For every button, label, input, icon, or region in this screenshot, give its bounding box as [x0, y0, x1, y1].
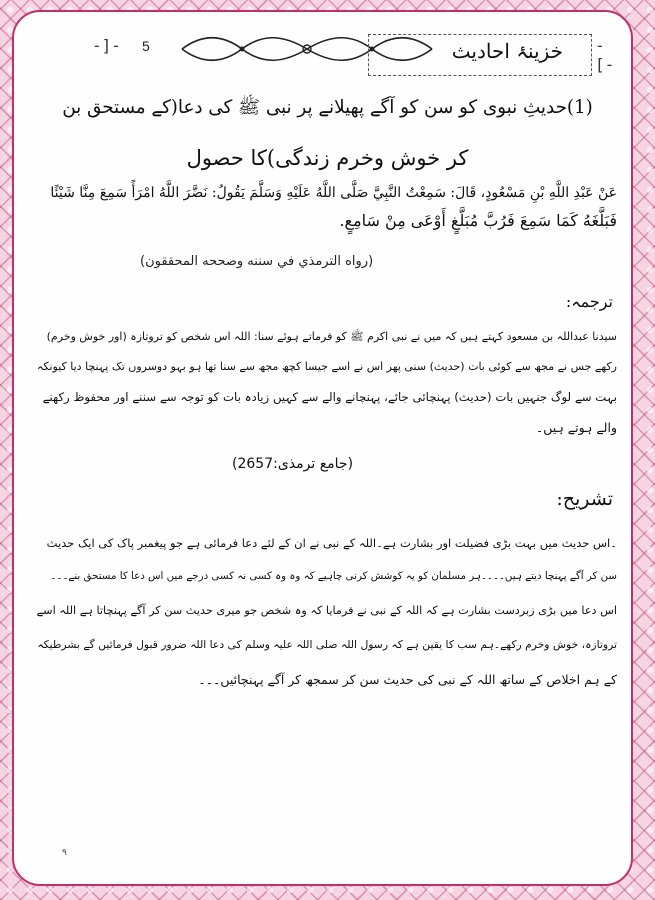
- header-bracket-right: -[-: [595, 36, 615, 74]
- arabic-text-line-1: عَنْ عَبْدِ اللَّهِ بْنِ مَسْعُودٍ، قَالَ: سَمِعْتُ النَّبِيَّ صَلَّى اللَّهُ عَلَيْهِ وَسَلَّمَ يَقُولُ: نَضَّرَ اللَّهُ امْرَأً سَمِعَ مِنَّا شَيْئًا: [50, 185, 617, 201]
- translation-line: والے ہوتے ہیں۔: [535, 420, 617, 435]
- header-bracket-left: -]-: [92, 36, 121, 55]
- translation-line: رکھے جس نے مجھ سے کوئی بات (حدیث) سنی پھر اس نے اسے جیسا کچھ مجھ سے سنا تھا ہو بہو دوسروں تک پہنچا دیا کیونکہ: [36, 360, 617, 373]
- translation-line: بہت سے لوگ جنہیں بات (حدیث) پہنچائی جائے، پہنچانے والے سے کہیں زیادہ بات کو توجہ سے سننے اور محفوظ رکھنے: [42, 390, 617, 404]
- book-title-box: [368, 34, 592, 76]
- explanation-line: اس دعا میں بڑی زبردست بشارت ہے کہ اللہ کے نبی نے فرمایا کہ وہ شخص جو میری حدیث سن کر آگے پہنچاتا ہے اللہ اسے: [36, 604, 617, 617]
- explanation-line: تروتازہ، خوش وخرم رکھے۔ہم سب کا یقین ہے کہ رسول اللہ صلی اللہ علیہ وسلم کی دعا اللہ ضرور قبول فرمائیں گے بشرطیکہ: [37, 638, 617, 651]
- explanation-line: ۔اس حدیث میں بہت بڑی فضیلت اور بشارت ہے۔اللہ کے نبی نے ان کے لئے دعا فرمائی ہے جو پیغمبر پاک کی ایک حدیث: [46, 536, 617, 550]
- book-title: خزینۂ احادیث: [451, 39, 563, 63]
- hadith-reference: (جامع ترمذی:2657): [232, 456, 354, 472]
- explanation-label: تشریح:: [556, 488, 613, 510]
- explanation-line: سن کر آگے پہنچا دیتے ہیں۔۔۔۔ہر مسلمان کو یہ کوشش کرنی چاہیے کہ وہ وہ کسی نہ کسی درجے میں اس دعا کا مستحق بنے۔۔۔: [50, 570, 617, 582]
- translation-text: [38, 330, 617, 450]
- translation-label: ترجمہ:: [565, 292, 613, 311]
- page-header: [80, 22, 615, 78]
- narration-source: (رواه الترمذي في سننه وصححه المحققون): [140, 254, 374, 269]
- arabic-text-line-2: فَبَلَّغَهُ كَمَا سَمِعَ فَرُبَّ مُبَلَّغٍ أَوْعَى مِنْ سَامِعٍ.: [339, 211, 617, 230]
- footer-mark: ٩: [62, 848, 67, 858]
- explanation-line: کے ہم اخلاص کے ساتھ اللہ کے نبی کی حدیث سن کر سمجھ کر آگے پہنچائیں۔۔۔: [198, 672, 617, 687]
- page-number: 5: [142, 38, 150, 54]
- explanation-text: [38, 536, 617, 696]
- translation-line: سیدنا عبداللہ بن مسعود کہتے ہیں کہ میں نے نبی اکرم ﷺ کو فرماتے ہوئے سنا: اللہ اس شخص کو تروتازہ (اور خوش وخرم): [46, 330, 617, 343]
- hadith-heading-line-1: (1)حدیثِ نبوی کو سن کو آگے پھیلانے پر نبی ﷺ کی دعا(کے مستحق بن: [62, 97, 593, 118]
- hadith-heading-line-2: کر خوش وخرم زندگی)کا حصول: [186, 146, 469, 170]
